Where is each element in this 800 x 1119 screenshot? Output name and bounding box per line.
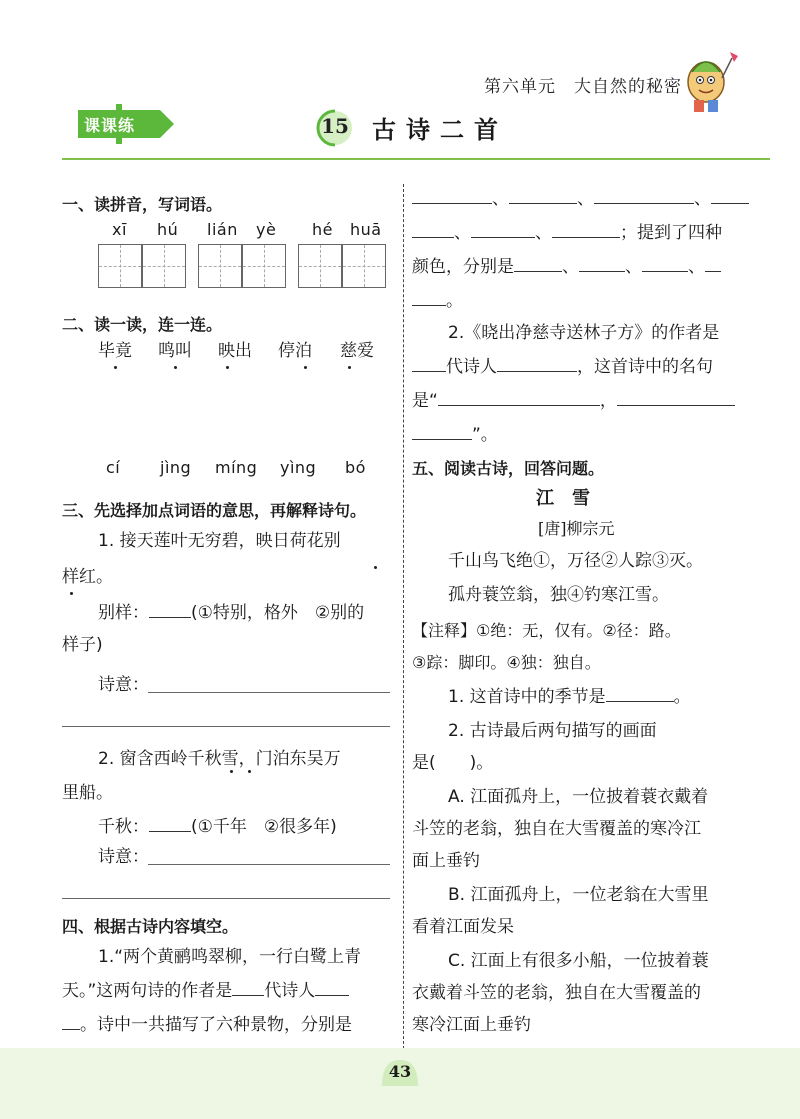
s3-q1-term: 别样：	[98, 603, 149, 623]
answer-blank[interactable]	[412, 185, 492, 204]
emphasis-dot	[248, 770, 251, 773]
emphasis-dot	[304, 366, 307, 369]
s4-q1-row2-end: ；提到了四种	[620, 223, 722, 243]
answer-blank[interactable]	[552, 219, 620, 238]
s4-q2-line4	[412, 418, 498, 452]
writing-box[interactable]	[298, 244, 342, 288]
answer-blank[interactable]	[606, 683, 674, 702]
match-word[interactable]	[278, 334, 312, 368]
answer-blank[interactable]	[471, 219, 535, 238]
answer-blank[interactable]	[149, 599, 191, 618]
s3-q2-line2: 里船。	[62, 783, 113, 803]
page-number: 43	[388, 1062, 412, 1081]
s5-q1	[448, 680, 691, 714]
poem-line2: 孤舟蓑笠翁，独④钓寒江雪。	[448, 585, 669, 605]
answer-blank[interactable]	[412, 287, 446, 306]
answer-line[interactable]	[148, 692, 390, 693]
answer-line[interactable]	[62, 726, 390, 727]
column-divider	[403, 184, 404, 1064]
s3-q1-meaning-label: 诗意：	[98, 675, 149, 695]
poem-notes-line2: ③踪：脚印。④独：独自。	[412, 653, 601, 672]
section3-heading: 三、先选择加点词语的意思，再解释诗句。	[62, 501, 367, 520]
s4-q1-row4-end: 。	[446, 291, 463, 311]
emphasis-dot	[230, 770, 233, 773]
s3-q2-term-row	[98, 810, 337, 844]
section2-heading: 二、读一读，连一连。	[62, 315, 223, 334]
pinyin-lian: lián	[207, 220, 238, 239]
s4-q1-line3	[62, 1008, 352, 1042]
match-pinyin[interactable]: cí	[106, 458, 121, 477]
match-word-text: 停泊	[278, 341, 312, 361]
pinyin-hu: hú	[157, 220, 179, 239]
s3-q2-options: (①千年 ②很多年)	[191, 817, 337, 837]
emphasis-dot	[226, 366, 229, 369]
s4-q1-blanks-row4	[412, 284, 463, 318]
answer-blank[interactable]	[438, 387, 600, 406]
s3-q1-options2: 样子)	[62, 635, 103, 655]
s4-q2-quote-close: ”。	[472, 425, 498, 445]
s4-q1-blanks-row2: 、 、 ；提到了四种	[412, 216, 722, 250]
poem-title: 江 雪	[536, 488, 590, 509]
writing-box[interactable]	[342, 244, 386, 288]
writing-box[interactable]	[242, 244, 286, 288]
section1-heading: 一、读拼音，写词语。	[62, 195, 223, 214]
mascot-illustration	[680, 48, 742, 118]
s4-q2-famous-text: ，这首诗中的名句	[577, 357, 713, 377]
poem-author: [唐]柳宗元	[538, 519, 615, 538]
lesson-title: 古诗二首	[372, 115, 508, 144]
answer-blank[interactable]	[579, 253, 625, 272]
option-b-line2: 看着江面发呆	[412, 917, 514, 937]
writing-box[interactable]	[142, 244, 186, 288]
option-b-line1[interactable]: B. 江面孤舟上，一位老翁在大雪里	[448, 885, 709, 905]
option-c-line1[interactable]: C. 江面上有很多小船，一位披着蓑	[448, 951, 709, 971]
answer-blank[interactable]	[62, 1011, 80, 1030]
answer-blank[interactable]	[642, 253, 688, 272]
option-a-line1[interactable]: A. 江面孤舟上，一位披着蓑衣戴着	[448, 787, 709, 807]
answer-blank[interactable]	[497, 353, 577, 372]
s3-q1-term-row	[98, 596, 364, 630]
pinyin-xi: xī	[112, 220, 127, 239]
match-word[interactable]	[98, 334, 132, 368]
s4-q2-line1: 2.《晓出净慈寺送林子方》的作者是	[448, 323, 720, 343]
s4-q2-poet-text: 代诗人	[446, 357, 497, 377]
answer-blank[interactable]	[711, 185, 749, 204]
match-word-text: 慈爱	[340, 341, 374, 361]
emphasis-dot	[174, 366, 177, 369]
s3-q1-options: (①特别，格外 ②别的	[191, 603, 365, 623]
match-word[interactable]	[340, 334, 374, 368]
answer-blank[interactable]	[514, 253, 562, 272]
answer-blank[interactable]	[412, 353, 446, 372]
header-divider	[62, 158, 770, 160]
answer-blank[interactable]	[705, 253, 721, 272]
poem-line1: 千山鸟飞绝①，万径②人踪③灭。	[448, 551, 703, 571]
match-word-text: 鸣叫	[158, 341, 192, 361]
option-a-line3: 面上垂钓	[412, 851, 480, 871]
section4-heading: 四、根据古诗内容填空。	[62, 917, 239, 936]
s5-q1-text: 1. 这首诗中的季节是	[448, 687, 606, 707]
answer-blank[interactable]	[509, 185, 577, 204]
s3-q2-meaning-label: 诗意：	[98, 847, 149, 867]
lesson-number	[315, 108, 355, 148]
s4-q2-quote-open: 是“	[412, 391, 438, 411]
answer-blank[interactable]	[594, 185, 694, 204]
answer-blank[interactable]	[315, 977, 349, 996]
answer-line[interactable]	[62, 898, 390, 899]
answer-blank[interactable]	[412, 219, 454, 238]
match-pinyin[interactable]: jìng	[160, 458, 192, 477]
s4-q1-colors-text: 颜色，分别是	[412, 257, 514, 277]
option-c-line2: 衣戴着斗笠的老翁，独自在大雪覆盖的	[412, 983, 701, 1003]
emphasis-dot	[348, 366, 351, 369]
s5-q2-line2[interactable]: 是( )。	[412, 753, 494, 773]
s3-q1-line2: 样红。	[62, 567, 113, 587]
unit-title: 第六单元 大自然的秘密	[484, 77, 682, 97]
s4-q1-line3-text: 。诗中一共描写了六种景物，分别是	[80, 1015, 352, 1035]
s3-q2-term: 千秋：	[98, 817, 149, 837]
section5-heading: 五、阅读古诗，回答问题。	[412, 459, 605, 478]
s4-q1-blanks-row1: 、 、 、	[412, 182, 749, 216]
match-pinyin[interactable]: yìng	[280, 458, 317, 477]
s4-q1-blanks-row3: 颜色，分别是 、 、 、	[412, 250, 721, 284]
writing-box[interactable]	[98, 244, 142, 288]
match-word-text: 毕竟	[98, 341, 132, 361]
lesson-number-text: 15	[321, 114, 349, 138]
s4-q1-author-text: 天。”这两句诗的作者是	[62, 981, 233, 1001]
option-a-line2: 斗笠的老翁，独自在大雪覆盖的寒冷江	[412, 819, 701, 839]
pinyin-hua: huā	[350, 220, 382, 239]
match-word[interactable]	[158, 334, 192, 368]
s4-q2-line3: 是“ ，	[412, 384, 735, 418]
s4-q1-poet-text: 代诗人	[264, 981, 316, 1001]
emphasis-dot	[70, 592, 73, 595]
option-c-line3: 寒冷江面上垂钓	[412, 1015, 531, 1035]
answer-blank[interactable]	[149, 813, 191, 832]
match-word-text: 映出	[218, 341, 252, 361]
writing-box[interactable]	[198, 244, 242, 288]
s5-q2-line1: 2. 古诗最后两句描写的画面	[448, 721, 657, 741]
match-word[interactable]	[218, 334, 252, 368]
match-pinyin[interactable]: bó	[345, 458, 366, 477]
answer-blank[interactable]	[232, 977, 264, 996]
match-pinyin[interactable]: míng	[215, 458, 258, 477]
poem-notes-line1: 【注释】①绝：无，仅有。②径：路。	[412, 621, 681, 640]
answer-line[interactable]	[148, 864, 390, 865]
s4-q1-line2	[62, 974, 349, 1008]
pinyin-he: hé	[312, 220, 333, 239]
s5-q1-end: 。	[673, 687, 691, 707]
s4-q2-line2	[412, 350, 713, 384]
s3-q2-line1: 2. 窗含西岭千秋雪，门泊东吴万	[98, 749, 341, 769]
s3-q1-line1: 1. 接天莲叶无穷碧，映日荷花别	[98, 531, 341, 551]
answer-blank[interactable]	[412, 421, 472, 440]
emphasis-dot	[374, 566, 377, 569]
badge-label: 课课练	[84, 116, 136, 135]
answer-blank[interactable]	[617, 387, 735, 406]
emphasis-dot	[114, 366, 117, 369]
pinyin-ye: yè	[256, 220, 277, 239]
s4-q1-line1: 1.“两个黄鹂鸣翠柳，一行白鹭上青	[98, 947, 362, 967]
